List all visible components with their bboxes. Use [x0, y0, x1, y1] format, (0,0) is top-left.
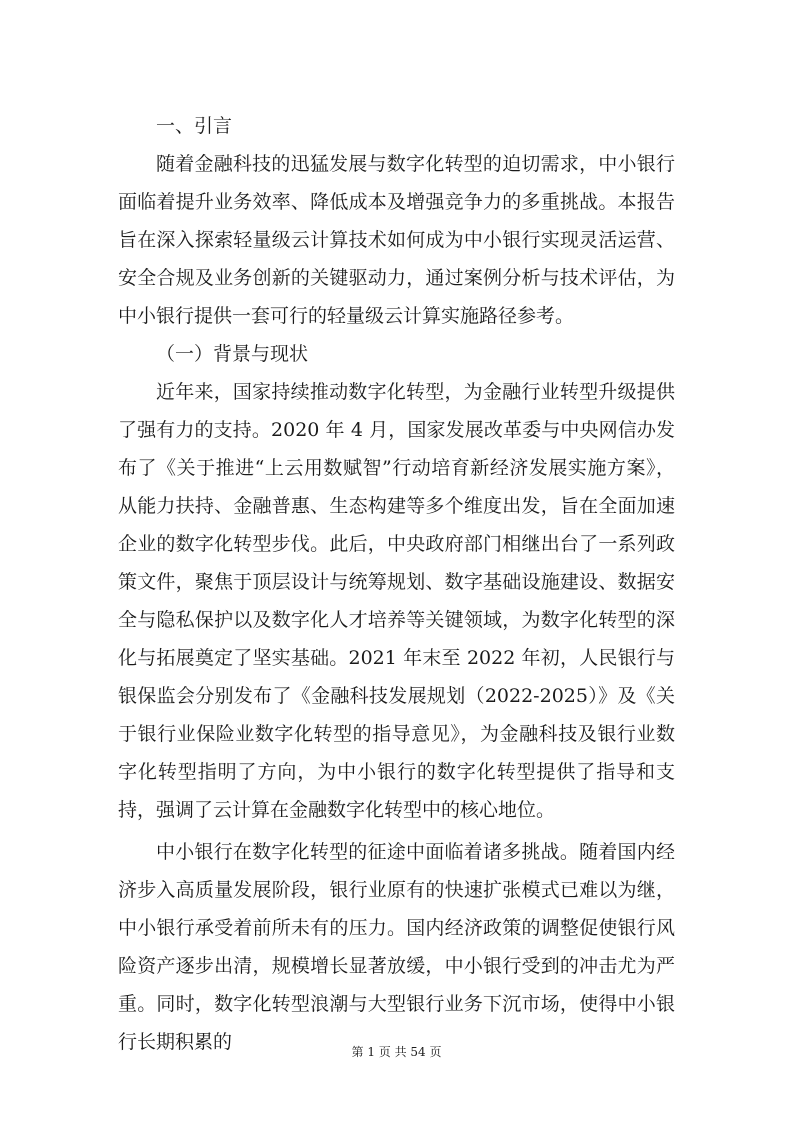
page-number-footer: 第 1 页 共 54 页	[351, 1045, 442, 1059]
subsection-heading: （一）背景与现状	[156, 343, 309, 365]
intro-paragraph: 随着金融科技的迅猛发展与数字化转型的迫切需求，中小银行面临着提升业务效率、降低成本及增强竞争力的多重挑战。本报告旨在深入探索轻量级云计算技术如何成为中小银行实现灵活运营、安全合规及业务创新的关键驱动力，通过案例分析与技术评估，为中小银行提供一套可行的轻量级云计算实施路径参考。	[118, 153, 675, 327]
background-paragraph: 近年来，国家持续推动数字化转型，为金融行业转型升级提供了强有力的支持。2020 年 4 月，国家发展改革委与中央网信办发布了《关于推进“上云用数赋智”行动培育新经济发展实施方案》，从能力扶持、金融普惠、生态构建等多个维度出发，旨在全面加速企业的数字化转型步伐。此后，中央政府部门相继出台了一系列政策文件，聚焦于顶层设计与统筹规划、数字基础设施建设、数据安全与隐私保护以及数字化人才培养等关键领域，为数字化转型的深化与拓展奠定了坚实基础。2021 年末至 2022 年初，人民银行与银保监会分别发布了《金融科技发展规划（2022-2025）》及《关于银行业保险业数字化转型的指导意见》，为金融科技及银行业数字化转型指明了方向，为中小银行的数字化转型提供了指导和支持，强调了云计算在金融数字化转型中的核心地位。	[118, 381, 675, 821]
section-heading: 一、引言	[156, 115, 233, 137]
challenges-paragraph: 中小银行在数字化转型的征途中面临着诸多挑战。随着国内经济步入高质量发展阶段，银行业原有的快速扩张模式已难以为继，中小银行承受着前所未有的压力。国内经济政策的调整促使银行风险资产逐步出清，规模增长显著放缓，中小银行受到的冲击尤为严重。同时，数字化转型浪潮与大型银行业务下沉市场，使得中小银行长期积累的	[118, 841, 675, 1053]
